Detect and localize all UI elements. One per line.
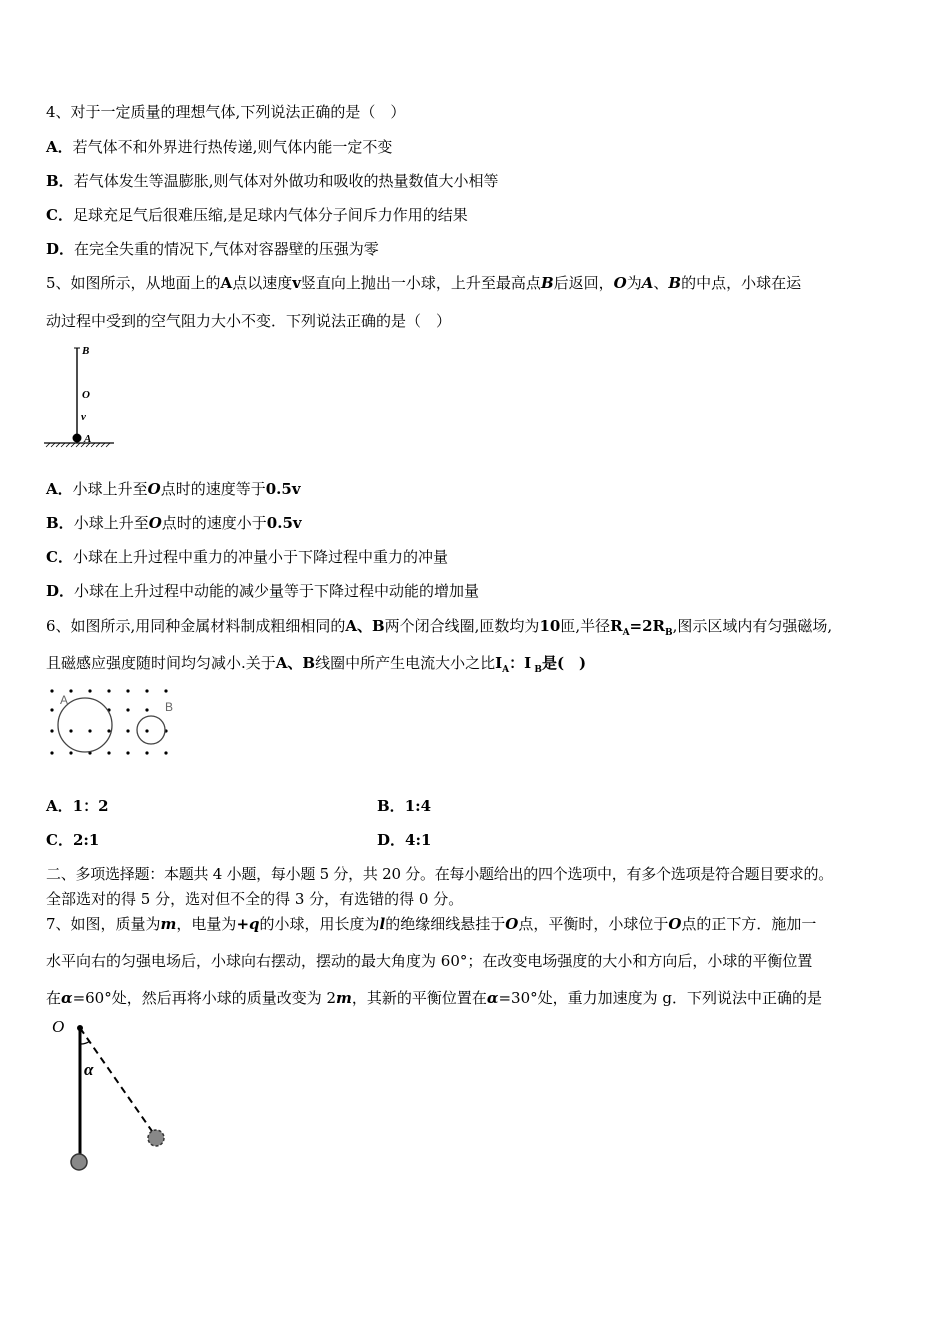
var: A: [220, 274, 233, 292]
text: 竖直向上抛出一小球，上升至最高点: [300, 274, 541, 292]
label-A: A: [60, 693, 69, 707]
q5-stem-line2: 动过程中受到的空气阻力大小不变．下列说法正确的是（ ）: [46, 312, 452, 330]
option-label: D．: [46, 582, 75, 600]
option-label: B．: [46, 514, 74, 532]
text: 且磁感应强度随时间均匀减小.关于: [46, 654, 276, 672]
q5-option-a[interactable]: [46, 479, 910, 499]
q4-option-b[interactable]: [46, 171, 910, 191]
var: B: [540, 274, 554, 292]
text: 为: [626, 274, 642, 292]
q4-stem: 4、对于一定质量的理想气体,下列说法正确的是（ ）: [46, 103, 406, 121]
text: 后返回，: [553, 274, 614, 292]
q6-stem-line1: [46, 616, 910, 643]
option-text: 小球在上升过程中动能的减少量等于下降过程中动能的增加量: [74, 582, 480, 600]
option-text: 小球在上升过程中重力的冲量小于下降过程中重力的冲量: [72, 548, 448, 566]
text: 点时的速度小于: [161, 514, 267, 532]
text: 5、如图所示，从地面上的: [46, 274, 221, 292]
option-text: 4:1: [405, 831, 432, 849]
q7-stem-line1: [46, 914, 910, 934]
text: ：: [509, 654, 525, 672]
var: +q: [236, 915, 260, 933]
q6-option-c[interactable]: [46, 830, 99, 850]
deflected-string: [80, 1028, 154, 1134]
subscript: B: [665, 628, 673, 638]
subscript: A: [502, 665, 510, 675]
text: 、: [653, 274, 669, 292]
option-text: 1：2: [72, 797, 109, 815]
section2-instructions-line1: 二、多项选择题：本题共 4 小题，每小题 5 分，共 20 分。在每小题给出的四个选项中，有多个选项是符合题目要求的。: [46, 865, 834, 883]
option-label: B．: [377, 797, 405, 815]
ball-at-rest: [71, 1154, 87, 1170]
value: 10: [539, 617, 561, 635]
option-text: 2:1: [72, 831, 100, 849]
option-label: B．: [46, 172, 74, 190]
section2-instructions-line2: 全部选对的得 5 分，选对但不全的得 3 分，有选错的得 0 分。: [46, 890, 464, 908]
text: ，电量为: [176, 915, 237, 933]
var: A、B: [275, 654, 316, 672]
text: ，其新的平衡位置在: [351, 989, 487, 1007]
q6-option-d[interactable]: [377, 830, 431, 850]
ground-hatch: [46, 443, 110, 447]
var: α: [486, 989, 499, 1007]
var: O: [505, 915, 519, 933]
option-text: 若气体不和外界进行热传递,则气体内能一定不变: [72, 138, 393, 156]
q5-stem-line1: [46, 273, 910, 293]
var: O: [147, 480, 161, 498]
subscript: B: [531, 665, 542, 675]
var: α: [61, 989, 73, 1007]
q6-option-b[interactable]: [377, 796, 431, 816]
q6-coils-magnetic-field-figure: [44, 683, 180, 761]
option-label: C．: [46, 548, 73, 566]
text: 是( ): [541, 654, 587, 672]
option-label: D．: [46, 240, 75, 258]
label-A: A: [84, 433, 92, 445]
q4-option-d[interactable]: [46, 239, 910, 259]
var: l: [379, 915, 386, 933]
q6-option-a[interactable]: [46, 796, 109, 816]
ball: [73, 434, 82, 443]
var: O: [613, 274, 627, 292]
q5-option-b[interactable]: [46, 513, 910, 533]
q5-vertical-throw-figure: [40, 340, 120, 450]
q6-stem-line2: [46, 653, 910, 680]
value: 0.5v: [266, 514, 302, 532]
q7-pendulum-figure: [44, 1016, 174, 1176]
text: 的小球，用长度为: [259, 915, 380, 933]
text: 匝,半径: [560, 617, 611, 635]
value: 0.5v: [265, 480, 301, 498]
text: 小球上升至: [72, 480, 148, 498]
option-label: D．: [377, 831, 406, 849]
option-text: 若气体发生等温膨胀,则气体对外做功和吸收的热量数值大小相等: [73, 172, 499, 190]
text: 6、如图所示,用同种金属材料制成粗细相同的: [46, 617, 346, 635]
var: m: [336, 989, 352, 1007]
option-label: A．: [46, 138, 73, 156]
option-label: C．: [46, 831, 73, 849]
q5-option-d[interactable]: [46, 581, 910, 601]
label-O: O: [52, 1017, 65, 1036]
option-label: C．: [46, 206, 73, 224]
var: O: [668, 915, 682, 933]
text: 点的正下方．施加一: [681, 915, 817, 933]
var: O: [148, 514, 162, 532]
option-label: A．: [46, 480, 73, 498]
label-O: O: [82, 389, 90, 401]
label-B: B: [165, 700, 174, 714]
text: 的中点，小球在运: [681, 274, 802, 292]
text: 两个闭合线圈,匝数均为: [384, 617, 540, 635]
text: 的绝缘细线悬挂于: [385, 915, 506, 933]
var-symbol: R: [610, 617, 623, 635]
text: 点，平衡时，小球位于: [518, 915, 669, 933]
text: 7、如图，质量为: [46, 915, 161, 933]
var: B: [668, 274, 682, 292]
text: 在: [46, 989, 62, 1007]
option-text: 1:4: [404, 797, 432, 815]
q5-option-c[interactable]: [46, 547, 910, 567]
q7-stem-line3: [46, 988, 910, 1008]
label-B: B: [82, 345, 90, 357]
q4-option-c[interactable]: [46, 205, 910, 225]
text: ,图示区域内有匀强磁场,: [672, 617, 833, 635]
label-v: v: [81, 411, 86, 423]
q7-stem-line2: 水平向右的匀强电场后，小球向右摆动，摆动的最大角度为 60°；在改变电场强度的大小和方向后，小球的平衡位置: [46, 952, 813, 970]
var: [610, 617, 673, 638]
var: A: [641, 274, 654, 292]
text: =60°处，然后再将小球的质量改变为 2: [72, 989, 337, 1007]
pivot: [77, 1025, 83, 1031]
ball-deflected: [148, 1130, 164, 1146]
var: [495, 654, 542, 675]
var-symbol: =2R: [629, 617, 666, 635]
label-alpha: α: [84, 1060, 94, 1079]
var: A、B: [345, 617, 385, 635]
var: v: [292, 274, 301, 292]
coil-B: [137, 716, 165, 744]
text: 点以速度: [232, 274, 293, 292]
var-symbol: I: [495, 654, 503, 672]
var-symbol: I: [524, 654, 532, 672]
text: 小球上升至: [73, 514, 149, 532]
var: m: [160, 915, 177, 933]
text: 点时的速度等于: [160, 480, 266, 498]
option-text: 足球充足气后很难压缩,是足球内气体分子间斥力作用的结果: [72, 206, 468, 224]
subscript: A: [622, 628, 630, 638]
option-label: A．: [46, 797, 73, 815]
text: 线圈中所产生电流大小之比: [315, 654, 496, 672]
text: =30°处，重力加速度为 g．下列说法中正确的是: [498, 989, 822, 1007]
option-text: 在完全失重的情况下,气体对容器壁的压强为零: [74, 240, 379, 258]
q4-option-a[interactable]: [46, 137, 910, 157]
